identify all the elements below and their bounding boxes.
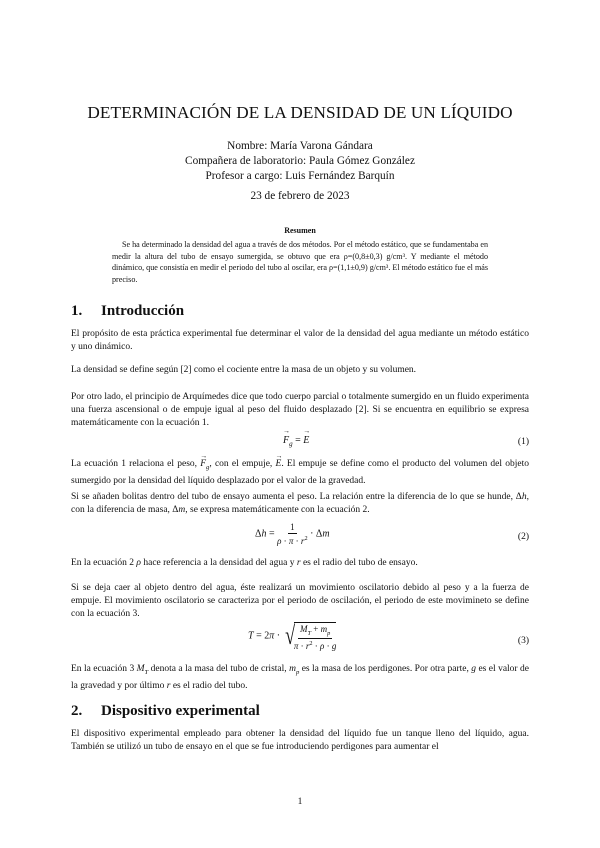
- paper-title: DETERMINACIÓN DE LA DENSIDAD DE UN LÍQUIDO: [87, 103, 513, 122]
- equation-3: T = 2π · √ $\frac{M_T + m_p}{\pi \cdot r^2 \cdot \rho \cdot g}$: [248, 621, 337, 651]
- section-title: Introducción: [101, 303, 185, 319]
- section-number: 1.: [71, 303, 83, 319]
- text-fragment: es la masa de los perdigones. Por otra parte,: [299, 664, 472, 674]
- abstract-text: Se ha determinado la densidad del agua a través de dos métodos. Por el método estático, que se fundamentaba en medir la altura del tubo de ensayo sumergida, se obtuvo que era ρ=(0,8±0,3) g/cm³. Y mediante el método dinámico, que consistía en medir el periodo del tubo al oscilar, era ρ=(1,1±0,9) g/cm³. El método estático fue el más preciso.: [112, 240, 488, 284]
- text-fragment: , se expresa matemáticamente con la ecuación 2.: [185, 504, 370, 515]
- section-title: Dispositivo experimental: [101, 703, 260, 719]
- paragraph-eq3-explanation: En la ecuación 3 $M_T$ denota a la masa del tubo de cristal, $m_p$ es la masa de los perdigones. Por otra parte, g es el valor de la gravedad y por último r es el radio del tubo.: [71, 664, 529, 691]
- lab-partner: Compañera de laboratorio: Paula Gómez González: [185, 155, 415, 167]
- text-fragment: es el radio del tubo de ensayo.: [300, 558, 418, 568]
- page-number: 1: [297, 797, 303, 807]
- text-fragment: denota a la masa del tubo de cristal,: [148, 664, 290, 674]
- author-name: Nombre: María Varona Gándara: [227, 140, 373, 152]
- equation-1-number: (1): [517, 437, 529, 447]
- paragraph-density-definition: La densidad se define según [2] como el cociente entre la masa de un objeto y su volumen.: [71, 365, 417, 375]
- equation-1: → $F_g$ = → E: [283, 435, 309, 448]
- text-fragment: En la ecuación 2: [71, 558, 137, 568]
- text-fragment: es el radio del tubo.: [170, 680, 248, 691]
- paragraph-weight-buoyancy: La ecuación 1 relaciona el peso, → $F_g$, con el empuje, → E. El empuje se define como el producto del volumen del objeto sumergido por la densidad del líquido desplazado por el valor de la gravedad.: [71, 458, 529, 488]
- text-fragment: es el valor de la gravedad y por último: [71, 664, 529, 691]
- paragraph-purpose: El propósito de esta práctica experimental fue determinar el valor de la densidad del agua mediante un método estático y uno dinámico.: [71, 329, 529, 352]
- paragraph-archimedes: Por otro lado, el principio de Arquímedes dice que todo cuerpo parcial o totalmente sumergido en un fluido experimenta una fuerza ascensional o de empuje igual al peso del fluido desplazado [2]. Si se encuentra en equilibrio se expresa matemáticamente con la ecuación 1.: [71, 392, 529, 428]
- text-fragment: En la ecuación 3: [71, 664, 137, 674]
- text-fragment: . El empuje se define como el producto del volumen del objeto sumergido por la densidad del líquido desplazado por el valor de la gravedad.: [71, 459, 529, 486]
- section-number: 2.: [71, 703, 83, 719]
- abstract-heading: Resumen: [284, 226, 316, 235]
- section-heading-2: [71, 703, 260, 720]
- equation-3-number: (3): [517, 636, 529, 646]
- text-fragment: , con la diferencia de masa,: [71, 492, 529, 515]
- text-fragment: , con el empuje,: [209, 459, 276, 469]
- equation-2: Δh = $\frac{1}{\rho \cdot \pi \cdot r^2}$ · Δm: [255, 522, 330, 546]
- text-fragment: La ecuación 1 relaciona el peso,: [71, 459, 201, 469]
- text-fragment: hace referencia a la densidad del agua y: [140, 558, 297, 568]
- professor: Profesor a cargo: Luis Fernández Barquín: [205, 170, 395, 182]
- paragraph-oscillation: Si se deja caer al objeto dentro del agua, éste realizará un movimiento oscilatorio debido al peso y a la fuerza de empuje. El movimiento oscilatorio se caracteriza por el periodo de oscilación, el periodo de este movimineto se define con la ecuación 3.: [71, 583, 529, 619]
- equation-2-number: (2): [517, 532, 529, 542]
- paragraph-experimental-setup: El dispositivo experimental empleado para obtener la densidad del líquido fue un tanque lleno del líquido, agua. También se utilizó un tubo de ensayo en el que se fue introduciendo perdigones para aumentar el: [71, 729, 529, 752]
- text-fragment: Si se añaden bolitas dentro del tubo de ensayo aumenta el peso. La relación entre la diferencia de lo que se hunde,: [71, 492, 516, 502]
- paper-date: 23 de febrero de 2023: [250, 190, 350, 202]
- paragraph-eq2-explanation: En la ecuación 2 ρ hace referencia a la densidad del agua y r es el radio del tubo de ensayo.: [71, 558, 418, 568]
- paragraph-added-mass: Si se añaden bolitas dentro del tubo de ensayo aumenta el peso. La relación entre la diferencia de lo que se hunde, Δh, con la diferencia de masa, Δm, se expresa matemáticamente con la ecuación 2.: [71, 492, 529, 515]
- section-heading-1: [71, 303, 184, 320]
